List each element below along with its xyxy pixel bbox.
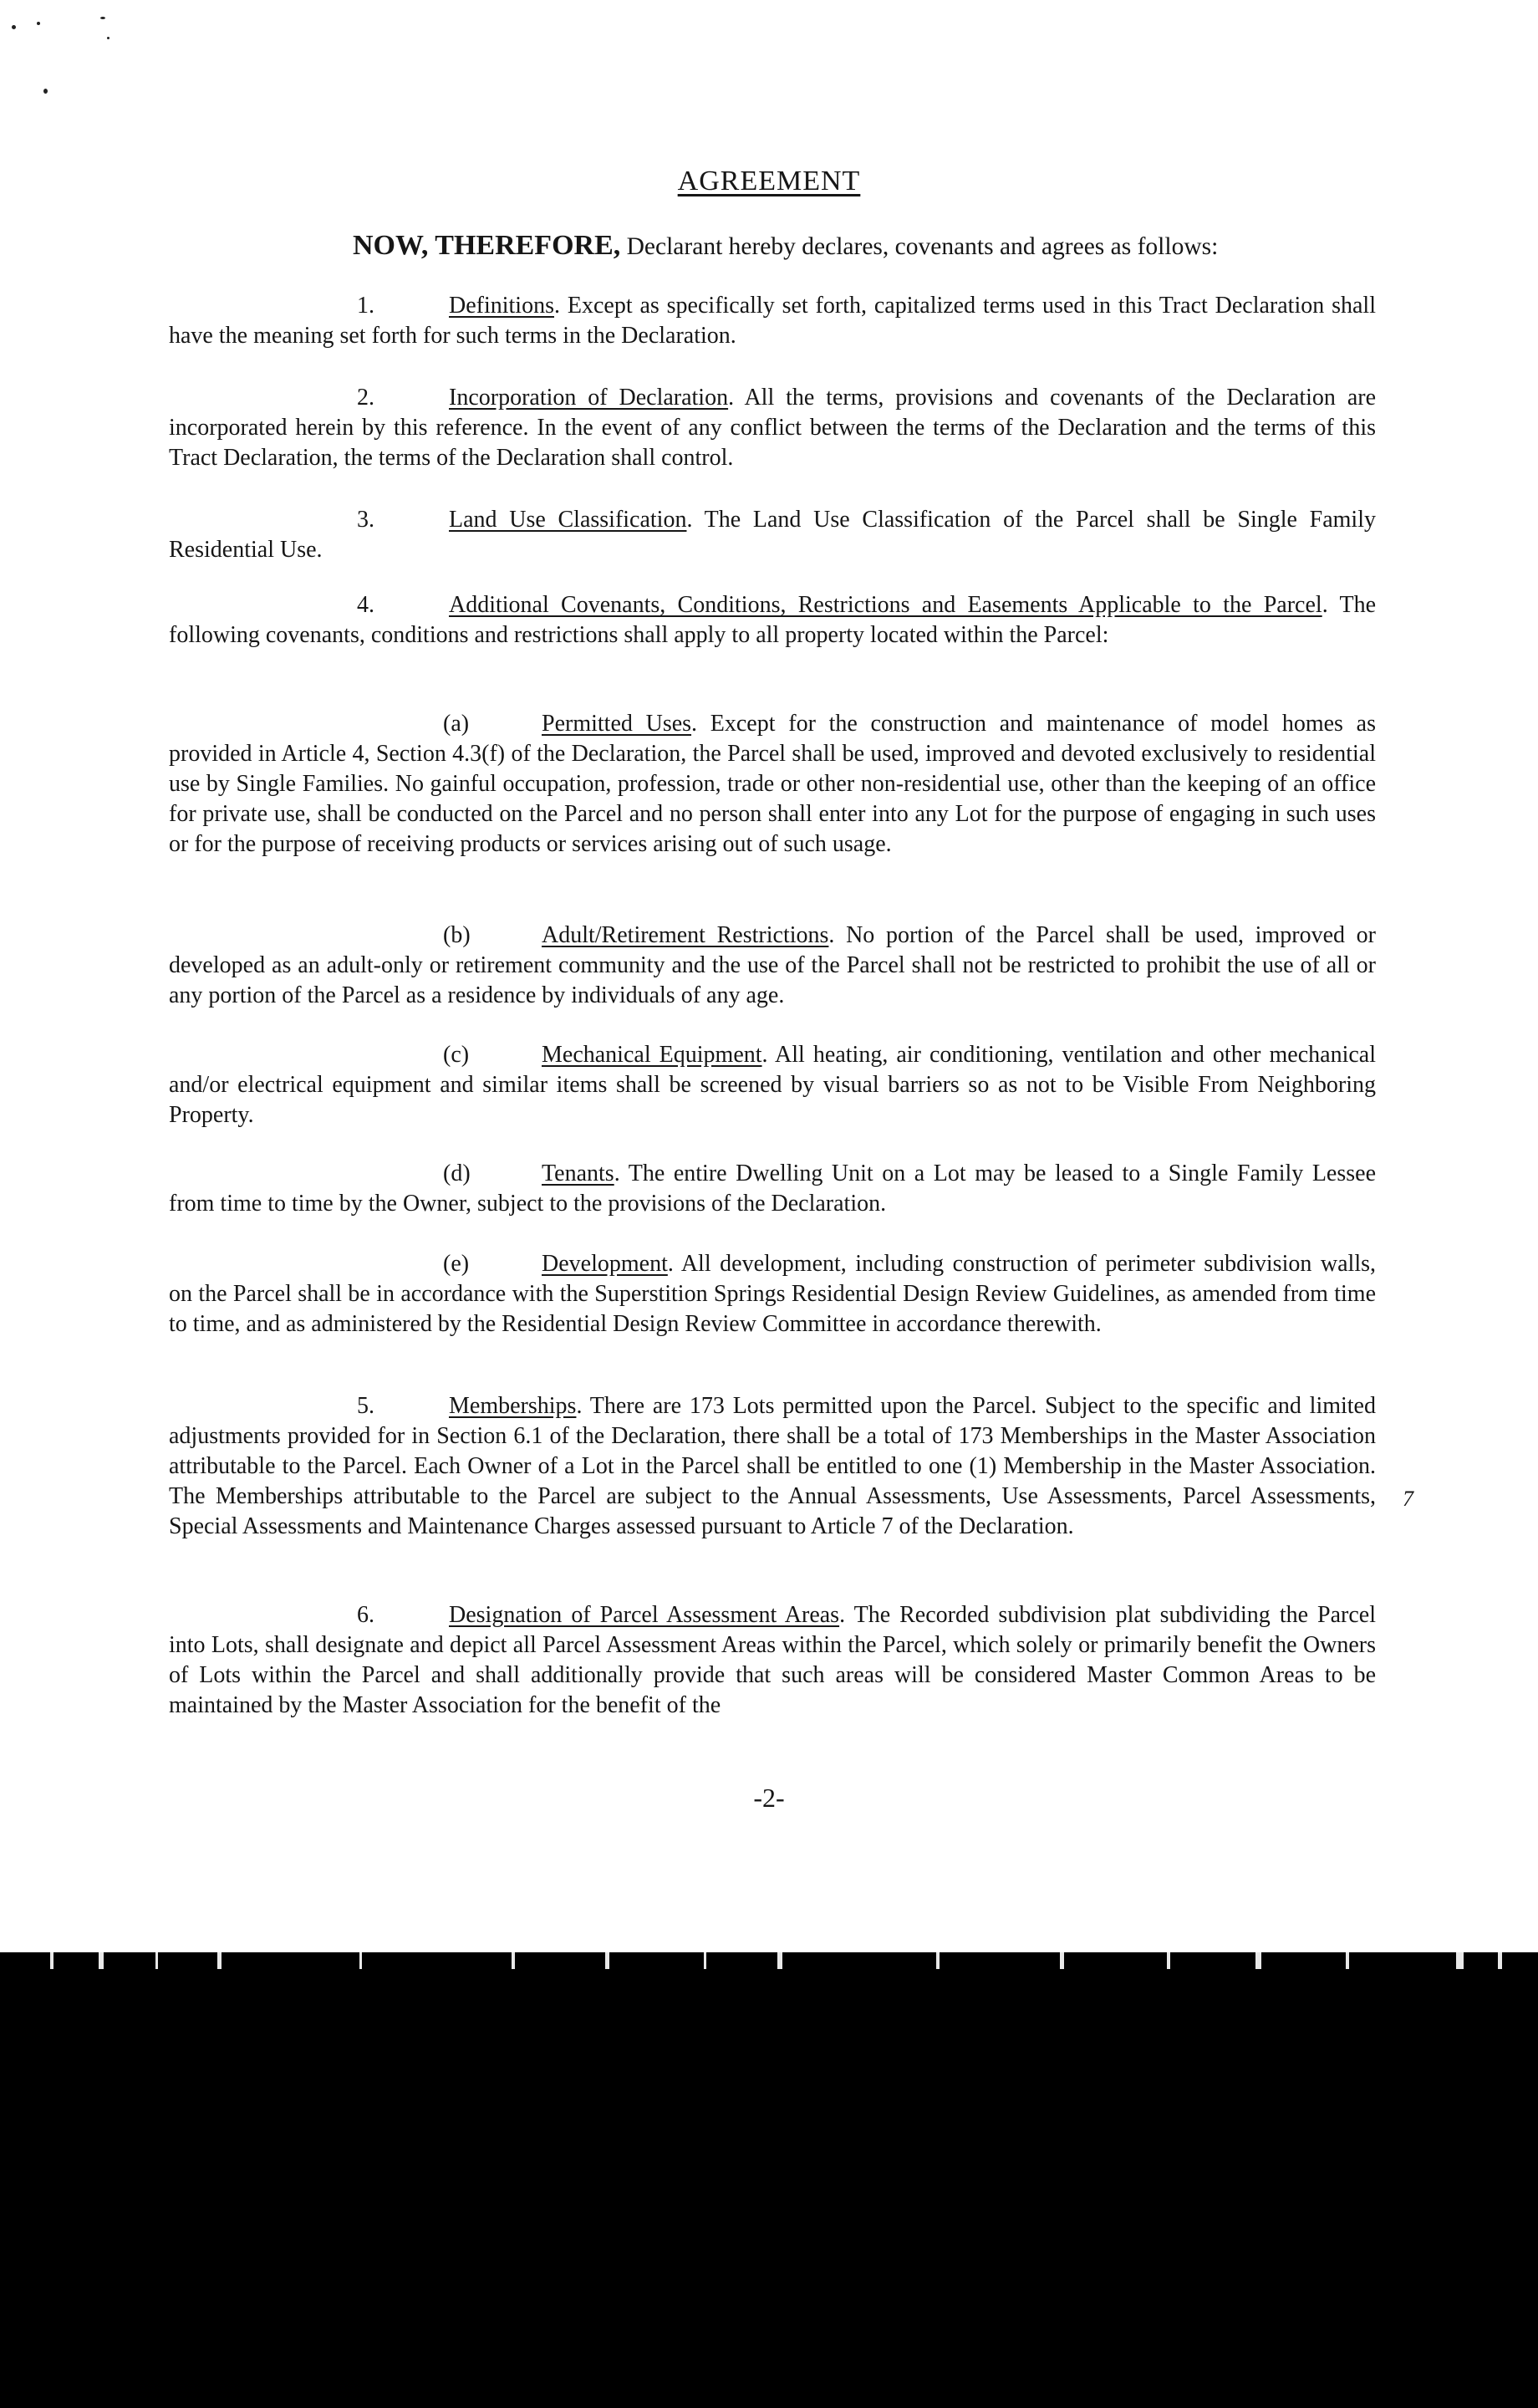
section-6: [169, 1600, 1376, 1721]
section-text: . The Recorded subdivision plat subdividing the Parcel into Lots, shall designate and depict all Parcel Assessment Areas within the Parcel, which solely or primarily benefit the Owners of Lots within the Parcel and shall additionally provide that such areas will be considered Master Common Areas to be maintained by the Master Association for the benefit of the: [169, 1602, 1376, 1718]
subsection-heading: Permitted Uses: [542, 711, 692, 737]
section-1: [169, 291, 1376, 351]
section-number: 4.: [357, 592, 374, 618]
section-5: [169, 1391, 1376, 1542]
section-text: . The following covenants, conditions and restrictions shall apply to all property located within the Parcel:: [169, 592, 1377, 648]
subsection-text: . All heating, air conditioning, ventilation and other mechanical and/or electrical equipment and similar items shall be screened by visual barriers so as not to be Visible From Neighboring Property.: [169, 1042, 1376, 1128]
subsection-heading: Mechanical Equipment: [542, 1042, 762, 1068]
subsection-text: . No portion of the Parcel shall be used, improved or developed as an adult-only or retirement community and the use of the Parcel shall not be restricted to prohibit the use of all or any portion of the Parcel as a residence by individuals of any age.: [169, 922, 1376, 1008]
scan-speck: [100, 17, 105, 19]
scan-black-border: [0, 1952, 1538, 2408]
document-title: AGREEMENT: [677, 166, 861, 196]
subsection-d: [169, 1159, 1376, 1219]
subsection-letter: (e): [443, 1251, 470, 1277]
section-text: . The Land Use Classification of the Parcel shall be Single Family Residential Use.: [169, 507, 1376, 563]
section-number: 1.: [357, 293, 374, 319]
section-number: 6.: [357, 1602, 374, 1628]
subsection-b: [169, 921, 1376, 1011]
scan-edge-artifacts: [0, 1952, 1538, 1974]
section-heading: Land Use Classification: [449, 507, 687, 533]
subsection-heading: Tenants: [542, 1161, 614, 1186]
subsection-letter: (c): [443, 1042, 470, 1068]
section-4: [169, 590, 1376, 650]
scan-speck: [12, 25, 16, 29]
section-2: [169, 383, 1376, 473]
subsection-text: . Except for the construction and maintenance of model homes as provided in Article 4, Section 4.3(f) of the Declaration, the Parcel shall be used, improved and devoted exclusively to residential use by Single Families. No gainful occupation, profession, trade or other non-residential use, other than the keeping of an office for private use, shall be conducted on the Parcel and no person shall enter into any Lot for the purpose of engaging in such uses or for the purpose of receiving products or services arising out of such usage.: [169, 711, 1376, 857]
section-heading: Additional Covenants, Conditions, Restrictions and Easements Applicable to the Parcel: [449, 592, 1322, 618]
section-heading: Memberships: [449, 1393, 577, 1419]
subsection-heading: Adult/Retirement Restrictions: [542, 922, 829, 948]
scan-speck: [37, 22, 40, 25]
intro-line: [353, 230, 1218, 262]
section-number: 5.: [357, 1393, 374, 1419]
section-heading: Definitions: [449, 293, 554, 319]
subsection-letter: (d): [443, 1161, 471, 1186]
page-number: -2-: [753, 1783, 785, 1813]
intro-lead: NOW, THEREFORE,: [353, 230, 621, 261]
section-heading: Incorporation of Declaration: [449, 385, 729, 411]
section-text: . All the terms, provisions and covenants of the Declaration are incorporated herein by this reference. In the event of any conflict between the terms of the Declaration and the terms of this Tract Declaration, the terms of the Declaration shall control.: [169, 385, 1377, 471]
subsection-e: [169, 1249, 1376, 1339]
intro-text: Declarant hereby declares, covenants and agrees as follows:: [626, 233, 1219, 260]
scan-speck: [43, 89, 48, 94]
subsection-heading: Development: [542, 1251, 668, 1277]
subsection-text: . The entire Dwelling Unit on a Lot may be leased to a Single Family Lessee from time to time by the Owner, subject to the provisions of the Declaration.: [169, 1161, 1376, 1217]
subsection-c: [169, 1040, 1376, 1130]
section-text: . Except as specifically set forth, capitalized terms used in this Tract Declaration shall have the meaning set forth for such terms in the Declaration.: [169, 293, 1376, 349]
section-text: . There are 173 Lots permitted upon the Parcel. Subject to the specific and limited adjustments provided for in Section 6.1 of the Declaration, there shall be a total of 173 Memberships in the Master Association attributable to the Parcel. Each Owner of a Lot in the Parcel shall be entitled to one (1) Membership in the Master Association. The Memberships attributable to the Parcel are subject to the Annual Assessments, Use Assessments, Parcel Assessments, Special Assessments and Maintenance Charges assessed pursuant to Article 7 of the Declaration.: [169, 1393, 1376, 1539]
section-number: 3.: [357, 507, 374, 533]
section-3: [169, 505, 1376, 565]
subsection-letter: (a): [443, 711, 470, 737]
subsection-a: [169, 709, 1376, 860]
subsection-text: . All development, including construction of perimeter subdivision walls, on the Parcel shall be in accordance with the Superstition Springs Residential Design Review Guidelines, as amended from time to time, and as administered by the Residential Design Review Committee in accordance therewith.: [169, 1251, 1376, 1337]
subsection-letter: (b): [443, 922, 471, 948]
margin-mark: 7: [1403, 1487, 1413, 1511]
section-number: 2.: [357, 385, 374, 411]
section-heading: Designation of Parcel Assessment Areas: [449, 1602, 840, 1628]
scan-speck: [107, 37, 109, 39]
